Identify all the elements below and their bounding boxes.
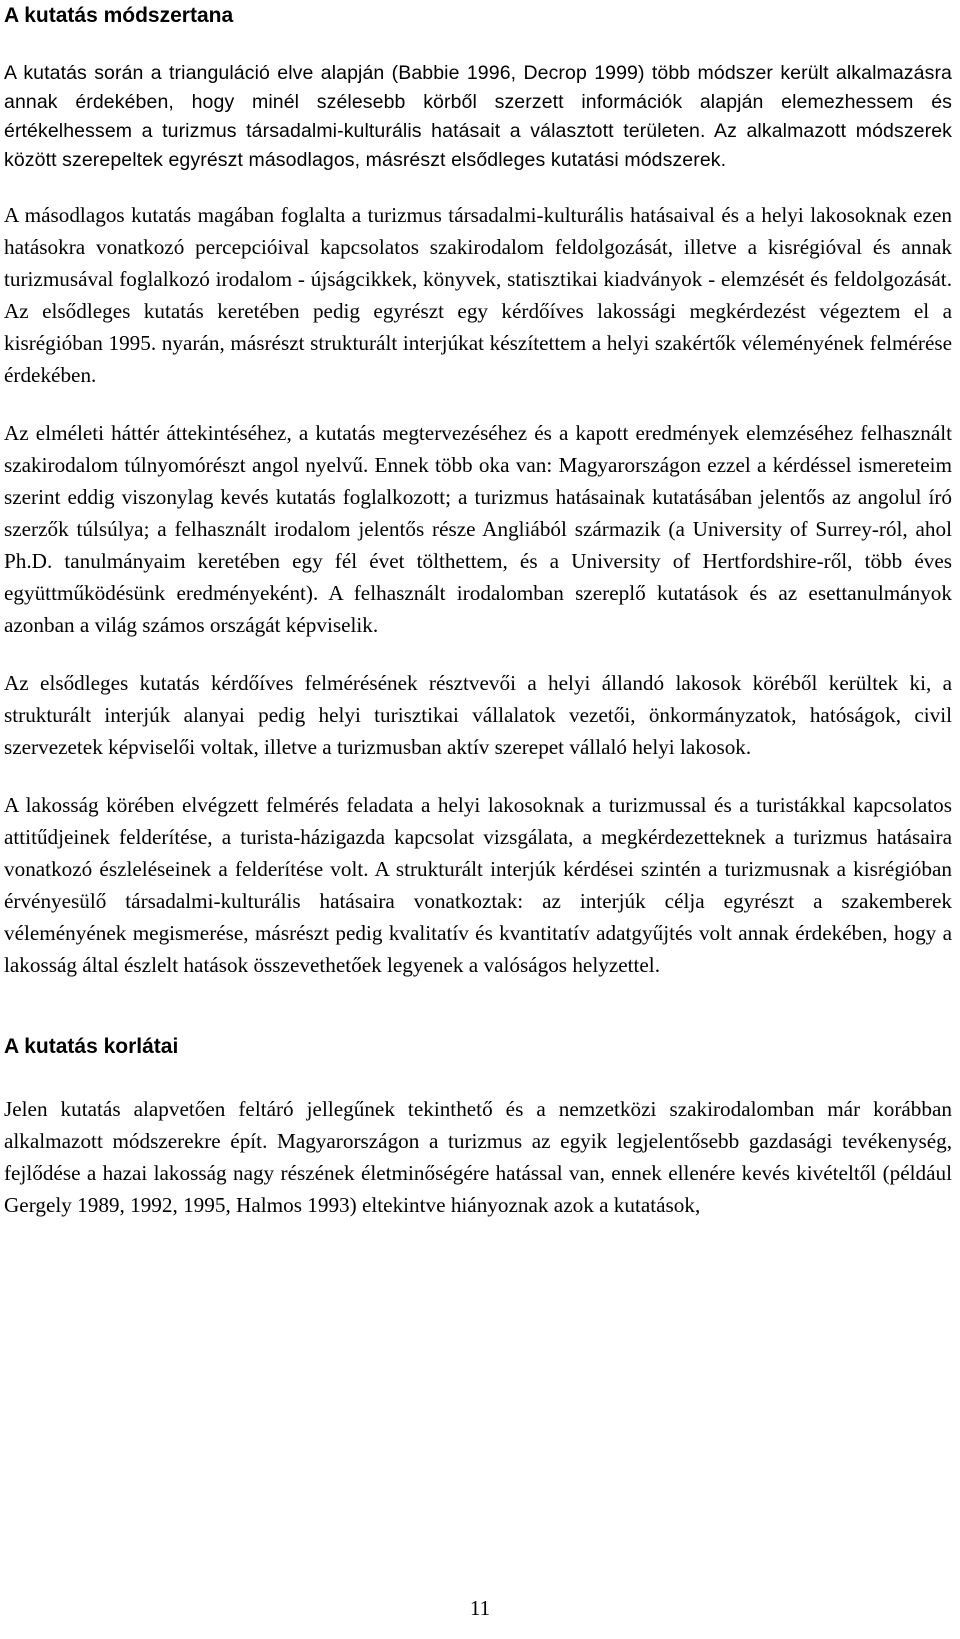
paragraph: A másodlagos kutatás magában foglalta a turizmus társadalmi-kulturális hatásaival és a helyi lakosoknak ezen hatásokra vonatkozó percepcióival kapcsolatos szakirodalom feldolgozását, illetve a kisrégióval és annak turizmusával foglalkozó irodalom - újságcikkek, könyvek, statisztikai kiadványok - elemzését és feldolgozását. Az elsődleges kutatás keretében pedig egyrészt egy kérdőíves lakossági megkérdezést végeztem el a kisrégióban 1995. nyarán, másrészt strukturált interjúkat készítettem a helyi szakértők véleményének felmérése érdekében. bbox=[4, 203, 952, 387]
section-heading: A kutatás korlátai bbox=[4, 1035, 179, 1058]
section-heading: A kutatás módszertana bbox=[4, 4, 234, 27]
paragraph: Az elméleti háttér áttekintéséhez, a kutatás megtervezéséhez és a kapott eredmények elemzéséhez felhasznált szakirodalom túlnyomórészt angol nyelvű. Ennek több oka van: Magyarországon ezzel a kérdéssel ismereteim szerint eddig viszonylag kevés kutatás foglalkozott; a turizmus hatásainak kutatásában jelentős az angolul író szerzők túlsúlya; a felhasznált irodalom jelentős része Angliából származik (a University of Surrey-ról, ahol Ph.D. tanulmányaim keretében egy fél évet tölthettem, és a University of Hertfordshire-ről, több éves együttműködésünk eredményeként). A felhasznált irodalomban szereplő kutatások és az esettanulmányok azonban a világ számos országát képviselik. bbox=[4, 421, 952, 637]
document-page bbox=[4, 0, 952, 1221]
paragraph: A lakosság körében elvégzett felmérés feladata a helyi lakosoknak a turizmussal és a turistákkal kapcsolatos attitűdjeinek felderítése, a turista-házigazda kapcsolat vizsgálata, a megkérdezetteknek a turizmus hatásaira vonatkozó észleléseinek a felderítése volt. A strukturált interjúk kérdései szintén a turizmusnak a kisrégióban érvényesülő társadalmi-kulturális hatásaira vonatkoztak: az interjúk célja egyrészt a szakemberek véleményének megismerése, másrészt pedig kvalitatív és kvantitatív adatgyűjtés volt annak érdekében, hogy a lakosság által észlelt hatások összevethetőek legyenek a valóságos helyzettel. bbox=[4, 793, 952, 977]
paragraph: A kutatás során a trianguláció elve alapján (Babbie 1996, Decrop 1999) több módszer került alkalmazásra annak érdekében, hogy minél szélesebb körből szerzett információk alapján elemezhessem és értékelhessem a turizmus társadalmi-kulturális hatásait a választott területen. Az alkalmazott módszerek között szerepeltek egyrészt másodlagos, másrészt elsődleges kutatási módszerek. bbox=[4, 62, 952, 171]
paragraph: Az elsődleges kutatás kérdőíves felmérésének résztvevői a helyi állandó lakosok köréből kerültek ki, a strukturált interjúk alanyai pedig helyi turisztikai vállalatok vezetői, önkormányzatok, hatóságok, civil szervezetek képviselői voltak, illetve a turizmusban aktív szerepet vállaló helyi lakosok. bbox=[4, 671, 952, 759]
paragraph: Jelen kutatás alapvetően feltáró jellegűnek tekinthető és a nemzetközi szakirodalomban már korábban alkalmazott módszerekre épít. Magyarországon a turizmus az egyik legjelentősebb gazdasági tevékenység, fejlődése a hazai lakosság nagy részének életminőségére hatással van, ennek ellenére kevés kivételtől (például Gergely 1989, 1992, 1995, Halmos 1993) eltekintve hiányoznak azok a kutatások, bbox=[4, 1097, 952, 1217]
page-number: 11 bbox=[469, 1596, 491, 1620]
